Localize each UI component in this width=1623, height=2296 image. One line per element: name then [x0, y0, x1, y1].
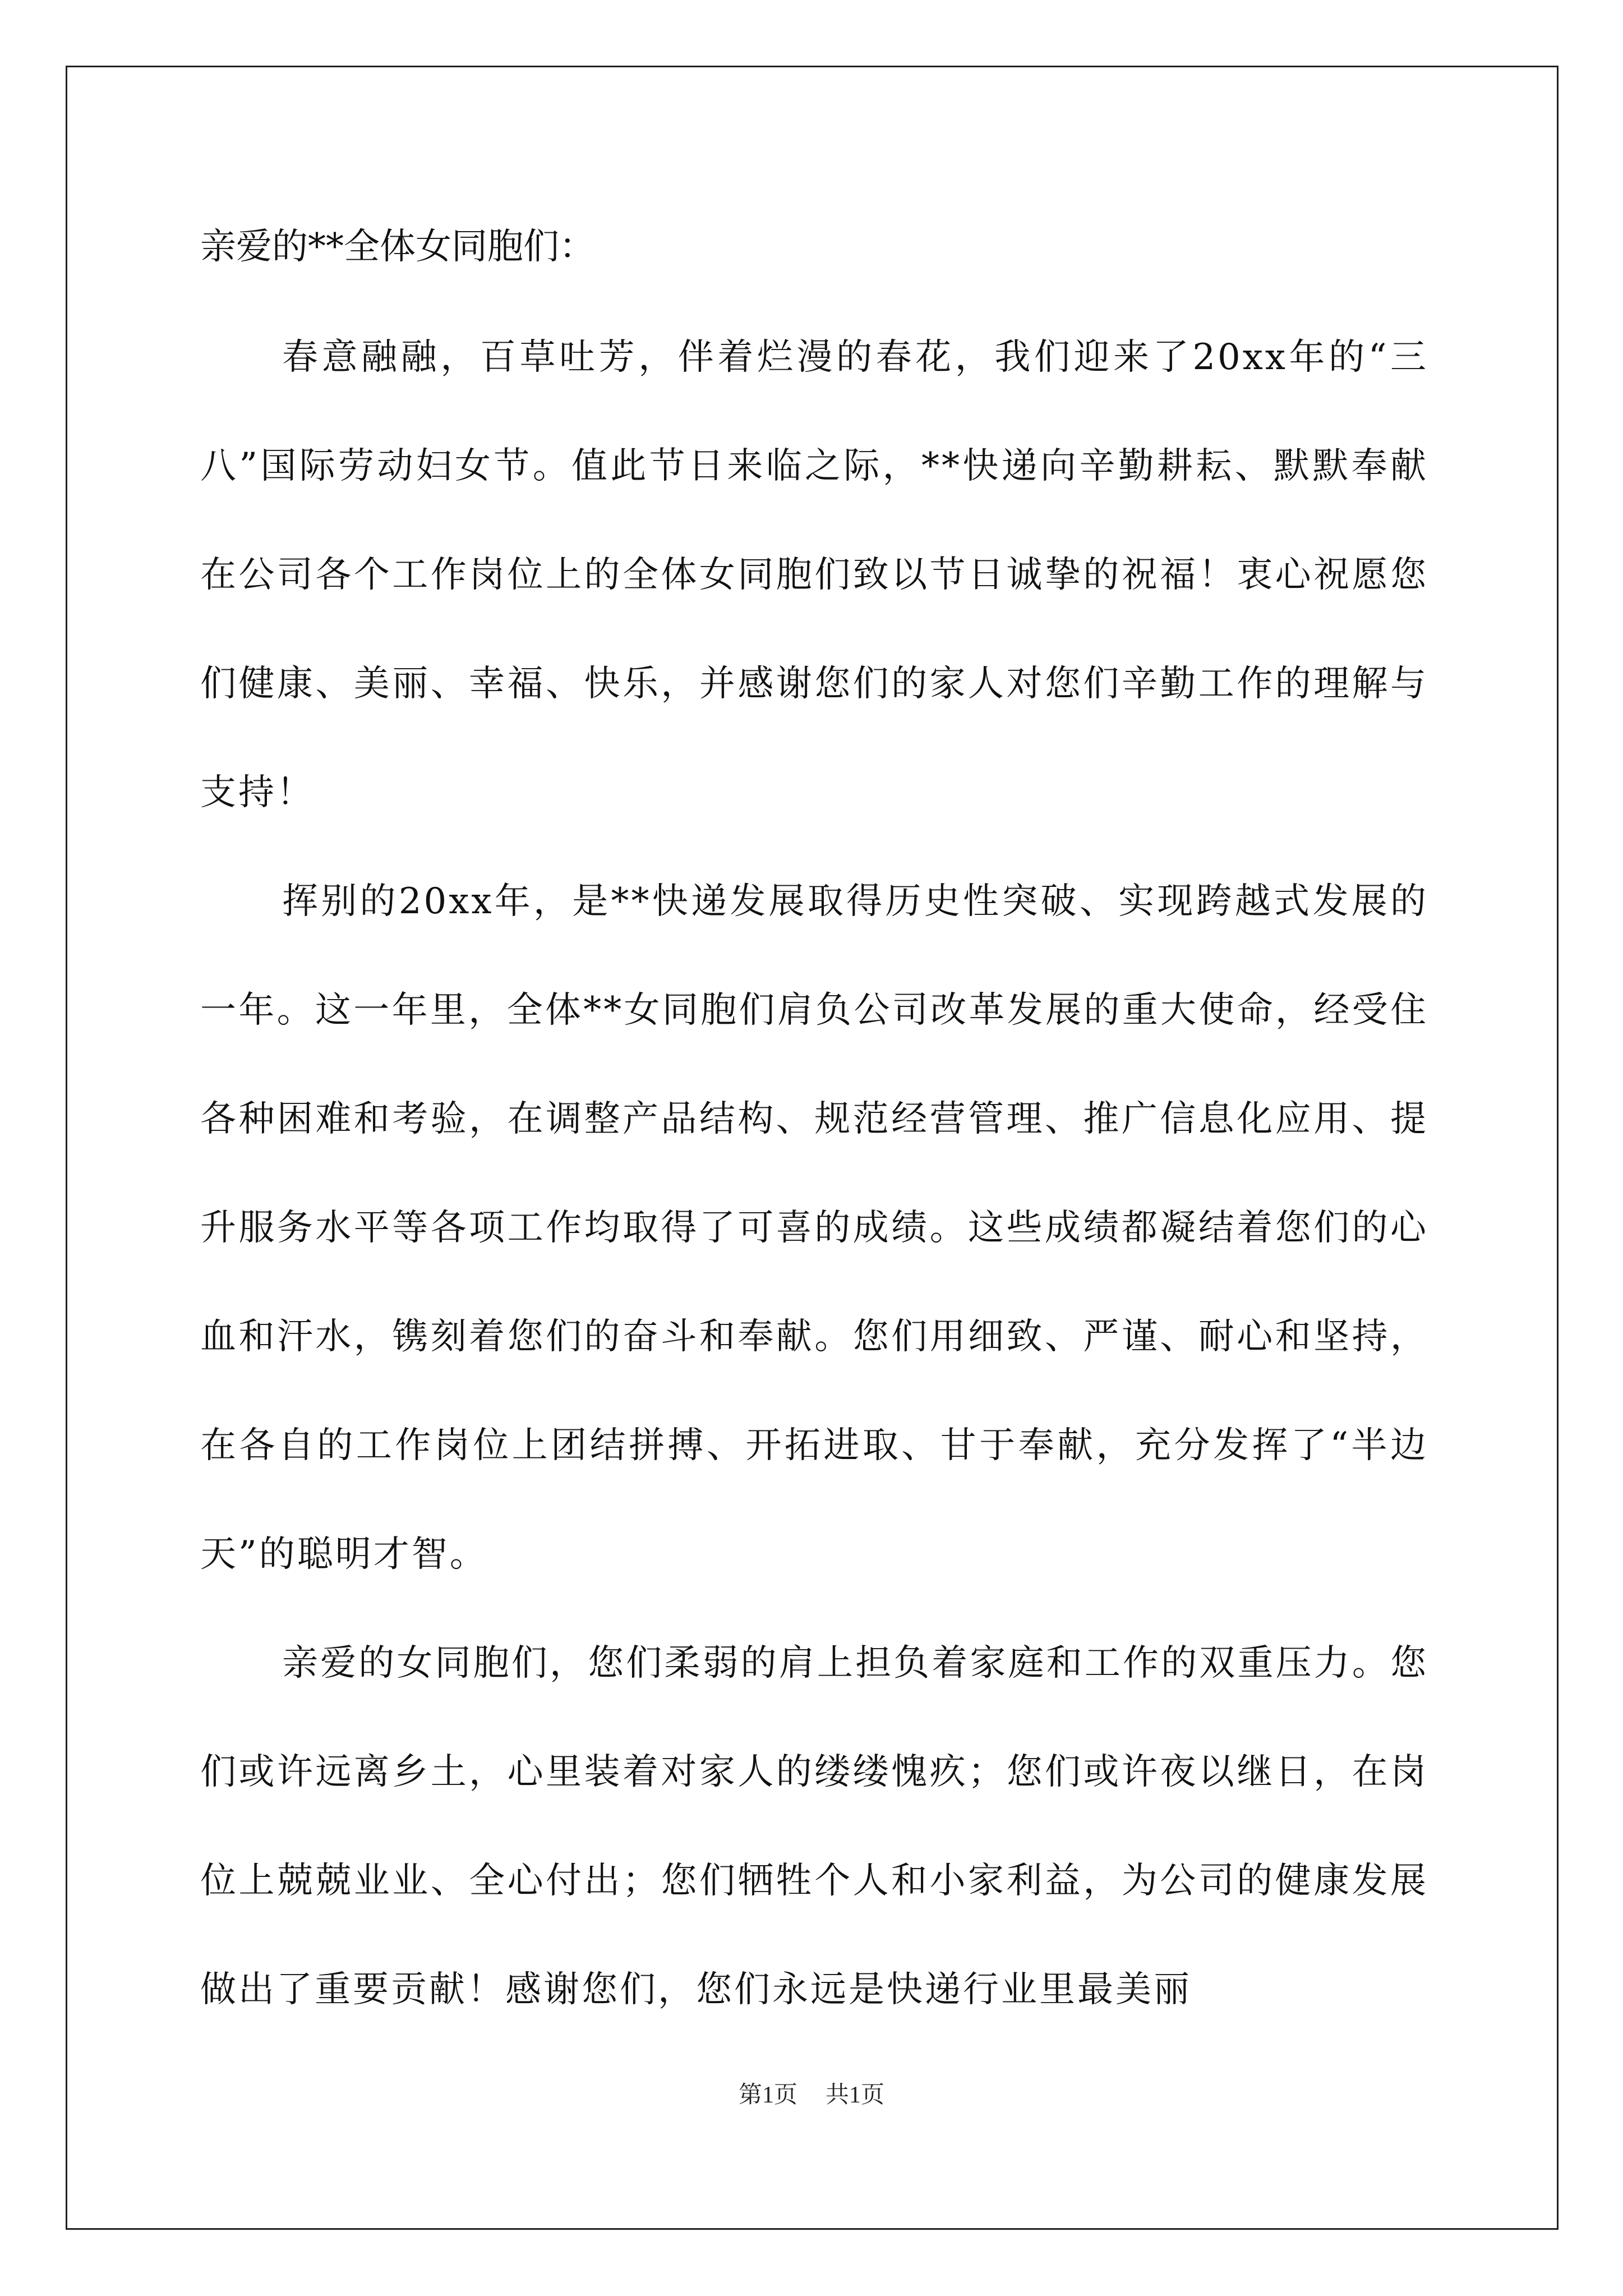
paragraph-2: 挥别的20xx年，是**快递发展取得历史性突破、实现跨越式发展的一年。这一年里，全体**女同胞们肩负公司改革发展的重大使命，经受住各种困难和考验，在调整产品结构、规范经营管理、推广信息化应用、提升服务水平等各项工作均取得了可喜的成绩。这些成绩都凝结着您们的心血和汗水，镌刻着您们的奋斗和奉献。您们用细致、严谨、耐心和坚持，在各自的工作岗位上团结拼搏、开拓进取、甘于奉献，充分发挥了“半边天”的聪明才智。	[200, 881, 1428, 1575]
page-number: 第1页	[738, 2082, 797, 2108]
page-total: 共1页	[826, 2082, 885, 2108]
page-footer	[0, 2078, 1623, 2112]
document-body	[200, 191, 1428, 2044]
paragraph-1: 春意融融，百草吐芳，伴着烂漫的春花，我们迎来了20xx年的“三八”国际劳动妇女节。值此节日来临之际，**快递向辛勤耕耘、默默奉献在公司各个工作岗位上的全体女同胞们致以节日诚挚的祝福！衷心祝愿您们健康、美丽、幸福、快乐，并感谢您们的家人对您们辛勤工作的理解与支持！	[200, 337, 1428, 813]
paragraph-3: 亲爱的女同胞们，您们柔弱的肩上担负着家庭和工作的双重压力。您们或许远离乡土，心里装着对家人的缕缕愧疚；您们或许夜以继日，在岗位上兢兢业业、全心付出；您们牺牲个人和小家利益，为公司的健康发展做出了重要贡献！感谢您们，您们永远是快递行业里最美丽	[200, 1642, 1428, 2010]
greeting: 亲爱的**全体女同胞们：	[200, 226, 595, 268]
